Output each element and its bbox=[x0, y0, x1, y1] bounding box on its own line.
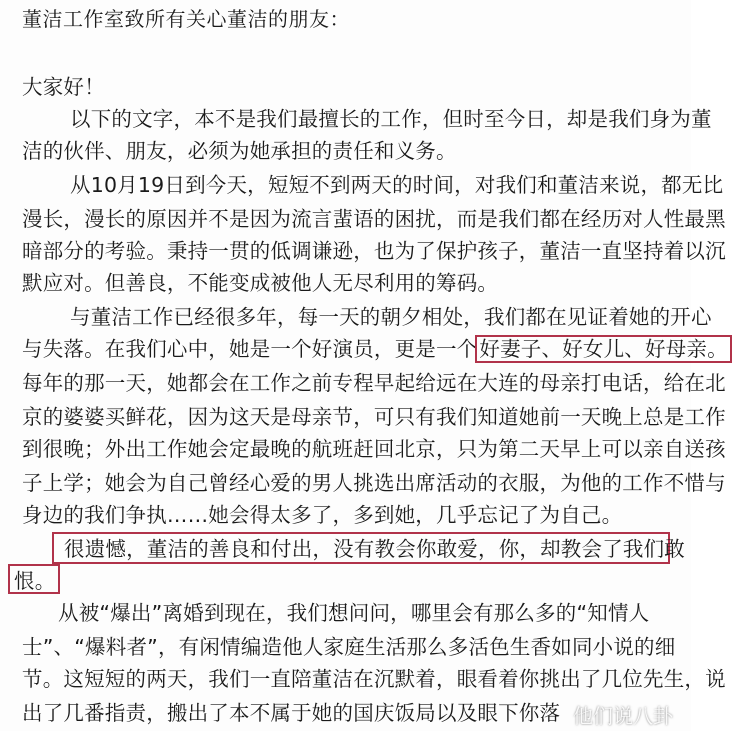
paragraph-line: 从10月19日到今天，短短不到两天的时间，对我们和董洁来说，都无比 bbox=[70, 173, 724, 197]
greeting: 大家好！ bbox=[22, 75, 105, 99]
paragraph-line: 身边的我们争执……她会得太多了，多到她，几乎忘记了为自己。 bbox=[22, 503, 623, 527]
watermark: 他们说八卦 bbox=[573, 704, 673, 728]
paragraph-line: 子上学；她会为自己曾经心爱的男人挑选出席活动的衣服，为他的工作不惜与 bbox=[22, 471, 726, 495]
paragraph-line: 与董洁工作已经很多年，每一天的朝夕相处，我们都在见证着她的开心 bbox=[70, 305, 712, 329]
highlighted-sentence: 很遗憾，董洁的善良和付出，没有教会你敢爱，你，却教会了我们敢 bbox=[64, 537, 685, 561]
highlighted-phrase: 好妻子、好女儿、好母亲。 bbox=[475, 335, 731, 363]
paragraph-line: 漫长，漫长的原因并不是因为流言蜚语的困扰，而是我们都在经历对人性最黑 bbox=[22, 207, 726, 231]
document-title: 董洁工作室致所有关心董洁的朋友： bbox=[22, 7, 350, 31]
paragraph-line: 到很晚；外出工作她会定最晚的航班赶回北京，只为第二天早上可以亲自送孩 bbox=[22, 437, 726, 461]
paragraph-line: 节。这短短的两天，我们一直陪董洁在沉默着，眼看着你挑出了几位先生，说 bbox=[22, 667, 726, 691]
highlighted-sentence-end: 恨。 bbox=[14, 569, 56, 593]
paragraph-line: 以下的文字，本不是我们最擅长的工作，但时至今日，却是我们身为董 bbox=[70, 107, 712, 131]
paragraph-line: 从被“爆出”离婚到现在，我们想问问，哪里会有那么多的“知情人 bbox=[58, 601, 650, 625]
paragraph-line: 暗部分的考验。秉持一贯的低调谦逊，也为了保护孩子，董洁一直坚持着以沉 bbox=[22, 239, 726, 263]
paragraph-line: 出了几番指责，搬出了本不属于她的国庆饭局以及眼下你落 bbox=[22, 701, 561, 725]
paragraph-line: 洁的伙伴、朋友，必须为她承担的责任和义务。 bbox=[22, 139, 457, 163]
paragraph-line: 每年的那一天，她都会在工作之前专程早起给远在大连的母亲打电话，给在北 bbox=[22, 371, 726, 395]
paragraph-line: 默应对。但善良，不能变成被他人无尽利用的筹码。 bbox=[22, 271, 499, 295]
paragraph-line: 京的婆婆买鲜花，因为这天是母亲节，可只有我们知道她前一天晚上总是工作 bbox=[22, 405, 726, 429]
paragraph-line: 士”、“爆料者”，有闲情编造他人家庭生活那么多活色生香如同小说的细 bbox=[22, 635, 676, 659]
paragraph-line bbox=[22, 336, 730, 362]
paragraph-line-text: 与失落。在我们心中，她是一个好演员，更是一个 bbox=[22, 337, 478, 361]
